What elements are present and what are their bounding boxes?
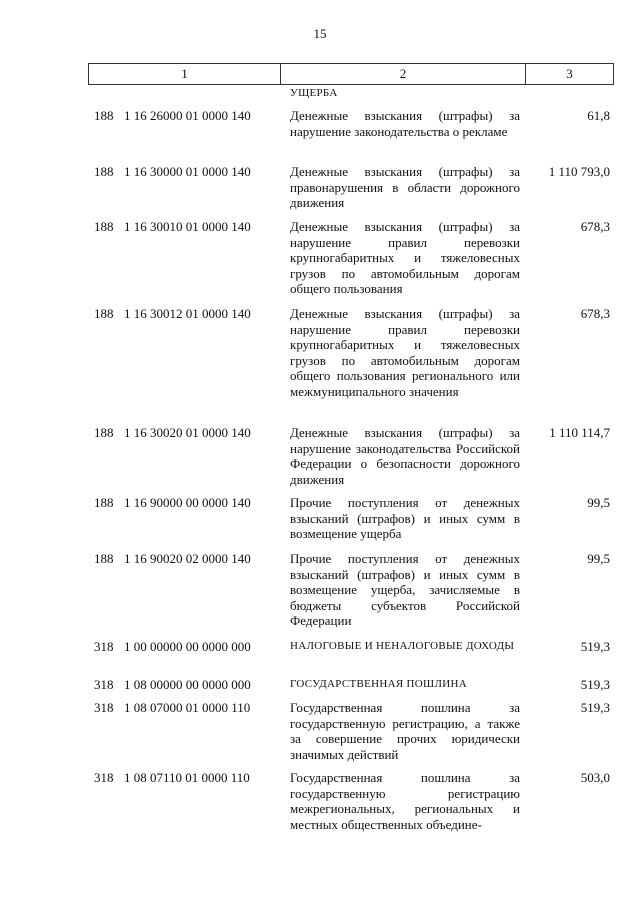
row-amount: 519,3 [580,700,610,715]
row-code [0,306,251,322]
row-amount: 99,5 [587,551,610,566]
admin-code: 188 [94,108,114,123]
row-name: Прочие поступления от денежных взысканий (штрафов) и иных сумм в возмещение ущерба [290,495,520,541]
classification-code: 1 16 26000 01 0000 140 [124,108,251,123]
admin-code: 188 [94,495,114,510]
row-amount: 1 110 793,0 [548,164,610,179]
row-amount: 678,3 [580,306,610,321]
admin-code: 188 [94,551,114,566]
row-name: Государственная пошлина за государственную регистрацию межрегиональных, региональных и местных общественных объедине- [290,770,520,832]
row-name: ГОСУДАРСТВЕННАЯ ПОШЛИНА [290,678,467,690]
admin-code: 188 [94,306,114,321]
classification-code: 1 16 30000 01 0000 140 [124,164,251,179]
column-header-3: 3 [526,64,614,85]
table-row [0,700,640,770]
table-row [0,164,640,219]
row-code [0,425,251,441]
row-code [0,639,251,655]
admin-code: 188 [94,164,114,179]
admin-code: 188 [94,219,114,234]
classification-code: 1 16 90000 00 0000 140 [124,495,251,510]
table-row [0,425,640,495]
continuation-row [0,86,640,108]
row-amount: 1 110 114,7 [549,425,610,440]
row-amount: 503,0 [580,770,610,785]
table-row [0,770,640,850]
row-amount: 519,3 [580,639,610,654]
row-amount: 61,8 [587,108,610,123]
row-code [0,219,251,235]
classification-code: 1 08 00000 00 0000 000 [124,677,251,692]
table-row [0,551,640,639]
classification-code: 1 16 30012 01 0000 140 [124,306,251,321]
classification-code: 1 08 07000 01 0000 110 [124,700,251,715]
row-name: Государственная пошлина за государственную регистрацию, а также за совершение прочих юридически значимых действий [290,700,520,762]
column-header [88,63,614,85]
classification-code: 1 16 30020 01 0000 140 [124,425,251,440]
continuation-text: УЩЕРБА [290,87,338,99]
table-row [0,495,640,551]
classification-code: 1 08 07110 01 0000 110 [124,770,250,785]
row-amount: 519,3 [580,677,610,692]
admin-code: 318 [94,770,114,785]
row-code [0,551,251,567]
table-row [0,639,640,677]
column-header-2: 2 [281,64,526,85]
page-number: 15 [313,26,327,41]
row-container [0,108,640,850]
row-name: Прочие поступления от денежных взысканий (штрафов) и иных сумм в возмещение ущерба, зачисляемые в бюджеты субъектов Российской Федерации [290,551,520,628]
row-code [0,700,251,716]
admin-code: 318 [94,677,114,692]
row-amount: 99,5 [587,495,610,510]
table-row [0,108,640,164]
row-code [0,495,251,511]
budget-rows [0,86,640,850]
row-name: НАЛОГОВЫЕ И НЕНАЛОГОВЫЕ ДОХОДЫ [290,640,515,652]
row-name: Денежные взыскания (штрафы) за нарушение правил перевозки крупногабаритных и тяжеловесных грузов по автомобильным дорогам общего пользования регионального или межмуниципального значения [290,306,520,399]
classification-code: 1 00 00000 00 0000 000 [124,639,251,654]
row-name: Денежные взыскания (штрафы) за нарушение правил перевозки крупногабаритных и тяжеловесных грузов по автомобильным дорогам общего пользования [290,219,520,296]
row-code [0,108,251,124]
row-code [0,770,250,786]
admin-code: 318 [94,700,114,715]
row-name: Денежные взыскания (штрафы) за нарушение законодательства Российской Федерации о безопасности дорожного движения [290,425,520,487]
row-name: Денежные взыскания (штрафы) за нарушение законодательства о рекламе [290,108,520,139]
table-row [0,677,640,700]
row-code [0,677,251,693]
row-code [0,164,251,180]
table-row [0,219,640,306]
classification-code: 1 16 30010 01 0000 140 [124,219,251,234]
admin-code: 188 [94,425,114,440]
row-name: Денежные взыскания (штрафы) за правонарушения в области дорожного движения [290,164,520,210]
column-header-1: 1 [89,64,281,85]
classification-code: 1 16 90020 02 0000 140 [124,551,251,566]
table-row [0,306,640,425]
row-amount: 678,3 [580,219,610,234]
admin-code: 318 [94,639,114,654]
